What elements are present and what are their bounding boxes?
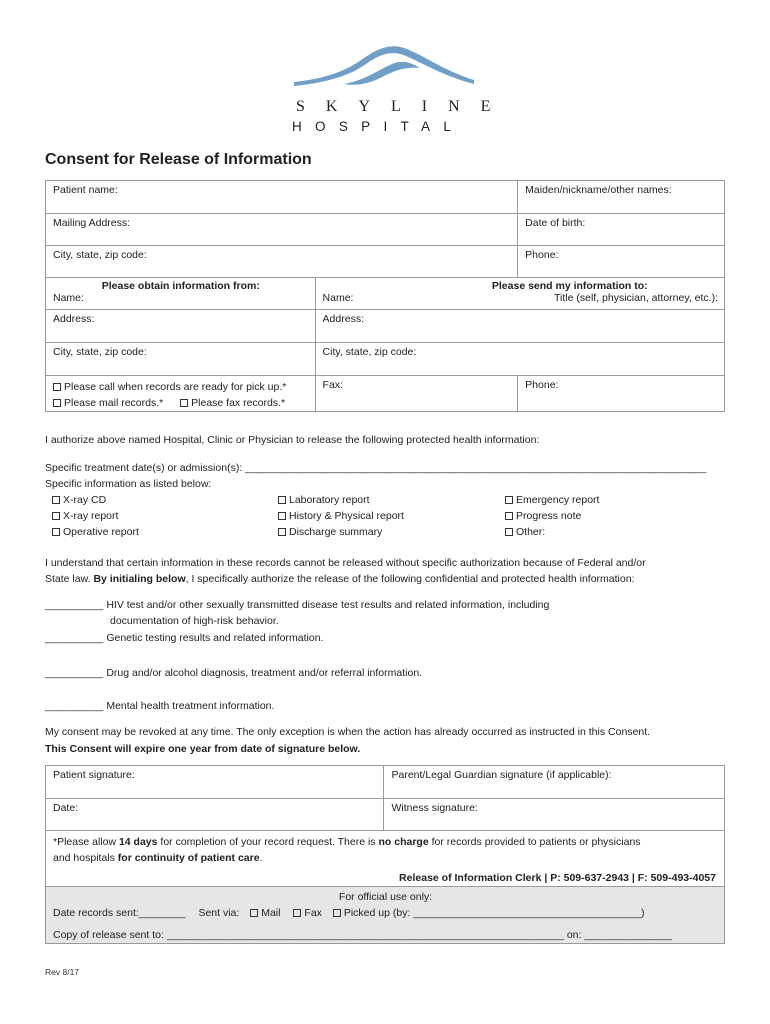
maiden-name-field[interactable]: Maiden/nickname/other names: bbox=[518, 181, 725, 214]
checkbox-icon[interactable] bbox=[52, 496, 60, 504]
option-hp-report[interactable]: History & Physical report bbox=[278, 510, 404, 522]
option-xray-cd[interactable]: X-ray CD bbox=[52, 494, 106, 506]
checkbox-icon[interactable] bbox=[293, 909, 301, 917]
mail-option[interactable]: Please mail records.* bbox=[53, 397, 163, 409]
date-field[interactable]: Date: bbox=[46, 799, 384, 831]
checkbox-icon[interactable] bbox=[53, 399, 61, 407]
to-header: Please send my information to: bbox=[491, 280, 648, 292]
initial-blank[interactable]: __________ bbox=[45, 667, 104, 679]
call-option[interactable]: Please call when records are ready for pick up.* bbox=[53, 379, 309, 395]
option-operative-report[interactable]: Operative report bbox=[52, 526, 139, 538]
revision-label: Rev 8/17 bbox=[45, 967, 80, 977]
witness-signature-field[interactable]: Witness signature: bbox=[384, 799, 725, 831]
understand-paragraph: I understand that certain information in these records cannot be released without specific authorization because of Federal and/or State law. By initialing below, I specifically authorize the release of the following confidential and protected health information: bbox=[45, 557, 646, 585]
from-address-field[interactable]: Address: bbox=[46, 310, 316, 343]
from-name-label: Name: bbox=[53, 292, 84, 304]
date-sent-field[interactable]: Date records sent:________ bbox=[53, 907, 186, 919]
option-xray-report[interactable]: X-ray report bbox=[52, 510, 118, 522]
checkbox-icon[interactable] bbox=[53, 383, 61, 391]
initial-drug-row: __________ Drug and/or alcohol diagnosis, treatment and/or referral information. bbox=[45, 667, 423, 679]
option-emergency-report[interactable]: Emergency report bbox=[505, 494, 599, 506]
to-title-label: Title (self, physician, attorney, etc.): bbox=[554, 292, 718, 304]
option-discharge-summary[interactable]: Discharge summary bbox=[278, 526, 382, 538]
patient-csz-field[interactable]: City, state, zip code: bbox=[46, 246, 518, 278]
to-csz-field[interactable]: City, state, zip code: bbox=[315, 343, 724, 376]
from-csz-field[interactable]: City, state, zip code: bbox=[46, 343, 316, 376]
revoke-text: My consent may be revoked at any time. The only exception is when the action has already occurred as instructed in this Consent. bbox=[45, 726, 651, 738]
from-name-cell[interactable] bbox=[46, 278, 316, 310]
checkbox-icon[interactable] bbox=[278, 512, 286, 520]
mailing-address-field[interactable]: Mailing Address: bbox=[46, 214, 518, 246]
delivery-options-cell bbox=[46, 376, 316, 412]
initial-mental-row: __________ Mental health treatment information. bbox=[45, 700, 275, 712]
to-address-field[interactable]: Address: bbox=[315, 310, 724, 343]
official-use-cell: For official use only: Date records sent:________ Sent via: Mail Fax Picked up (by: _______________________________________) Copy of release sent to: ____________________________________________________________________ on: _______________ bbox=[46, 887, 725, 944]
to-phone-field[interactable]: Phone: bbox=[518, 376, 725, 412]
page-title: Consent for Release of Information bbox=[45, 151, 312, 168]
clerk-contact: Release of Information Clerk | P: 509-637-2943 | F: 509-493-4057 bbox=[399, 872, 716, 884]
option-lab-report[interactable]: Laboratory report bbox=[278, 494, 370, 506]
checkbox-icon[interactable] bbox=[278, 528, 286, 536]
signature-table bbox=[45, 765, 725, 944]
checkbox-icon[interactable] bbox=[278, 496, 286, 504]
option-other[interactable]: Other: bbox=[505, 526, 545, 538]
checkbox-icon[interactable] bbox=[180, 399, 188, 407]
checkbox-icon[interactable] bbox=[52, 512, 60, 520]
expire-text: This Consent will expire one year from date of signature below. bbox=[45, 743, 361, 755]
patient-name-field[interactable]: Patient name: bbox=[46, 181, 518, 214]
sent-fax-option[interactable]: Fax bbox=[293, 907, 322, 919]
checkbox-icon[interactable] bbox=[333, 909, 341, 917]
initial-blank[interactable]: __________ bbox=[45, 632, 104, 644]
logo-skyline-text: SKYLINE bbox=[296, 98, 512, 115]
guardian-signature-field[interactable]: Parent/Legal Guardian signature (if applicable): bbox=[384, 766, 725, 799]
official-header: For official use only: bbox=[338, 891, 433, 903]
authorize-text: I authorize above named Hospital, Clinic or Physician to release the following protected health information: bbox=[45, 434, 540, 446]
note-cell: *Please allow 14 days for completion of your record request. There is no charge for records provided to patients or physicians and hospitals for continuity of patient care. Release of Information Clerk | P: 509-637-2943 | F: 509-493-4057 bbox=[46, 831, 725, 887]
initial-genetic-row: __________ Genetic testing results and related information. bbox=[45, 632, 324, 644]
specific-info-label: Specific information as listed below: bbox=[45, 478, 212, 490]
checkbox-icon[interactable] bbox=[505, 528, 513, 536]
skyline-logo bbox=[292, 42, 476, 92]
logo-hospital-text: HOSPITAL bbox=[292, 119, 465, 134]
patient-signature-field[interactable]: Patient signature: bbox=[46, 766, 384, 799]
initial-hiv-row: __________ HIV test and/or other sexually transmitted disease test results and related information, including documentation of high-risk behavior. bbox=[45, 599, 550, 627]
checkbox-icon[interactable] bbox=[505, 496, 513, 504]
sent-mail-option[interactable]: Mail bbox=[250, 907, 280, 919]
option-progress-note[interactable]: Progress note bbox=[505, 510, 581, 522]
checkbox-icon[interactable] bbox=[505, 512, 513, 520]
to-name-cell[interactable] bbox=[315, 278, 724, 310]
copy-sent-field[interactable]: Copy of release sent to: ____________________________________________________________________ on: _______________ bbox=[53, 929, 672, 941]
checkbox-icon[interactable] bbox=[52, 528, 60, 536]
dob-field[interactable]: Date of birth: bbox=[518, 214, 725, 246]
initial-blank[interactable]: __________ bbox=[45, 700, 104, 712]
treatment-dates-line[interactable]: Specific treatment date(s) or admission(s): _______________________________________________________________________________ bbox=[45, 462, 707, 474]
patient-phone-field[interactable]: Phone: bbox=[518, 246, 725, 278]
to-name-label: Name: bbox=[322, 292, 354, 304]
checkbox-icon[interactable] bbox=[250, 909, 258, 917]
patient-info-table bbox=[45, 180, 725, 412]
to-fax-field[interactable]: Fax: bbox=[315, 376, 518, 412]
initial-blank[interactable]: __________ bbox=[45, 599, 104, 611]
fax-option[interactable]: Please fax records.* bbox=[180, 397, 285, 409]
picked-up-option[interactable]: Picked up (by: _______________________________________) bbox=[333, 907, 645, 919]
from-header: Please obtain information from: bbox=[101, 280, 260, 292]
